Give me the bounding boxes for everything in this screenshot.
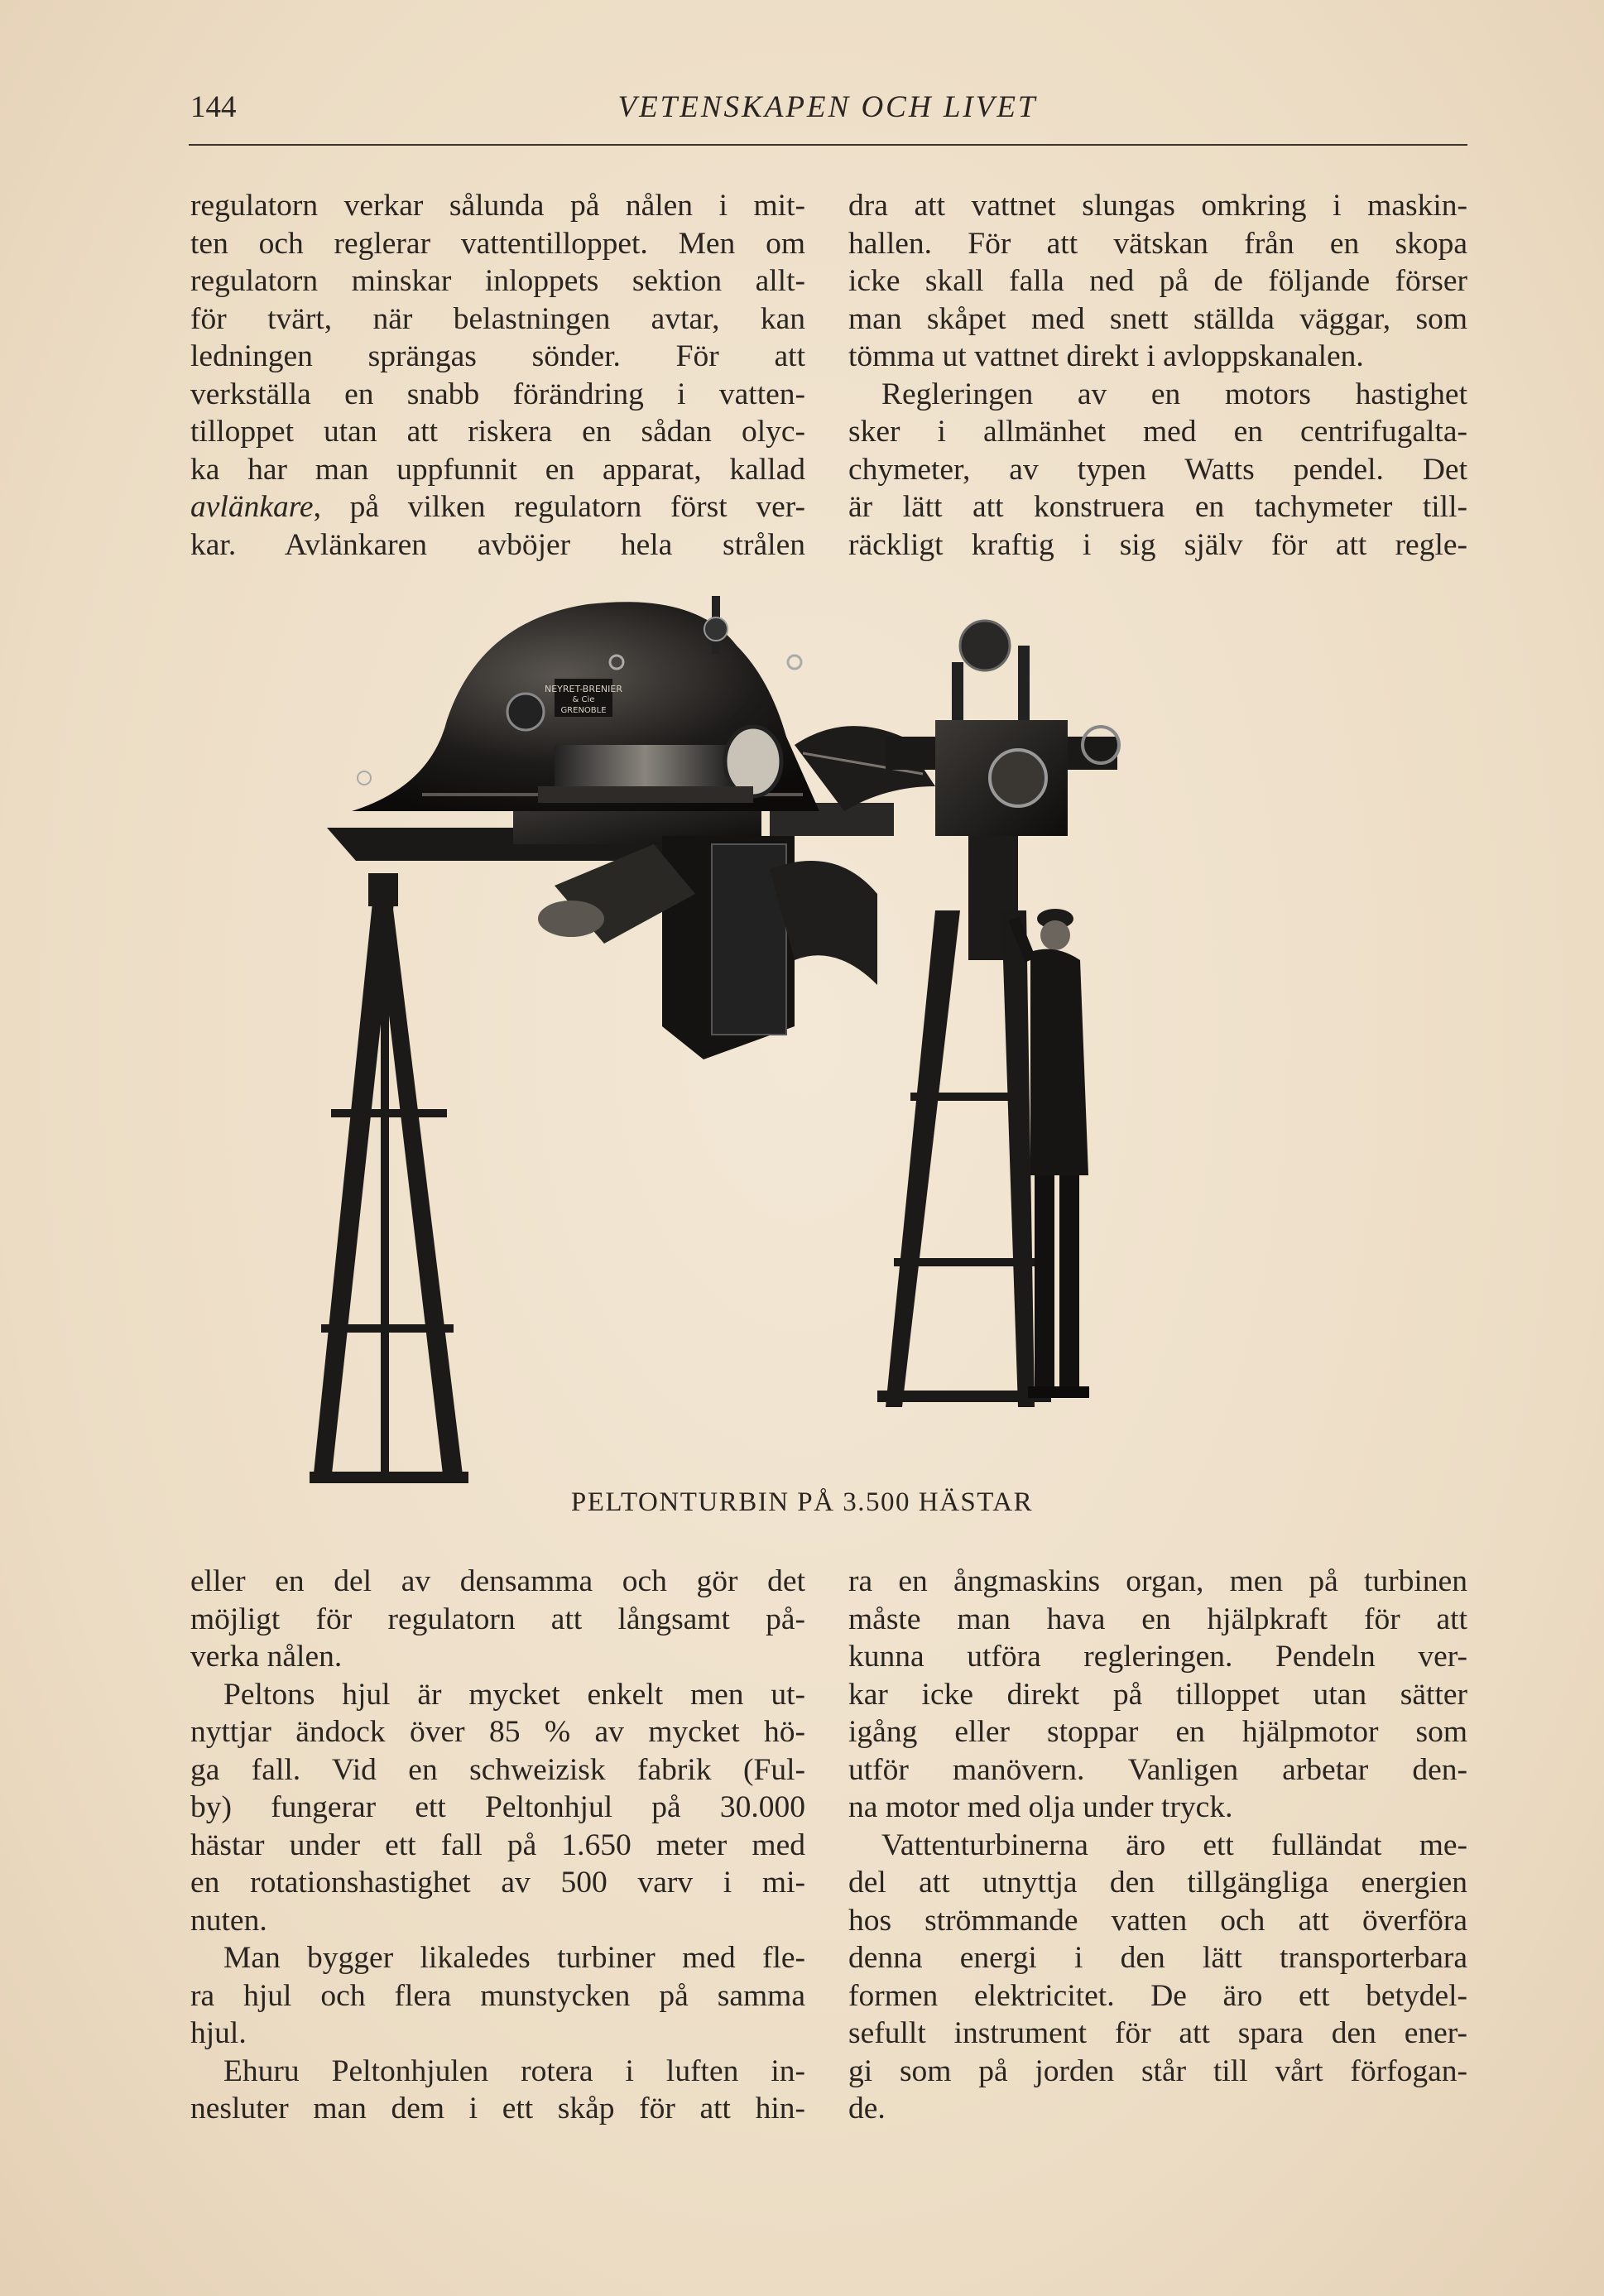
text-line: Ehuru Peltonhjulen rotera i luften in- — [223, 2053, 805, 2088]
text-line: sker i allmänhet med en centrifugalta- — [848, 415, 1467, 449]
text-line: kar. Avlänkaren avböjer hela strålen — [190, 527, 805, 562]
text-line: utför manövern. Vanligen arbetar den- — [848, 1752, 1467, 1787]
text-line: de. — [848, 2092, 886, 2125]
text-line: ga fall. Vid en schweizisk fabrik (Ful- — [190, 1752, 805, 1787]
text-line: Regleringen av en motors hastighet — [881, 377, 1467, 411]
text-line: Vattenturbinerna äro ett fulländat me- — [881, 1828, 1467, 1862]
text-line: är lätt att konstruera en tachymeter till- — [848, 490, 1467, 524]
text-line: kar icke direkt på tilloppet utan sätter — [848, 1677, 1467, 1712]
running-title: VETENSKAPEN OCH LIVET — [617, 90, 1038, 124]
text-line: ra en ångmaskins organ, men på turbinen — [848, 1564, 1467, 1598]
text-column-top-right — [848, 187, 1467, 564]
text-line: verka nålen. — [190, 1640, 343, 1674]
text-line: del att utnyttja den tillgängliga energien — [848, 1866, 1467, 1900]
text-line: måste man hava en hjälpkraft för att — [848, 1602, 1467, 1636]
figure-caption: PELTONTURBIN PÅ 3.500 HÄSTAR — [570, 1487, 1034, 1517]
text-line: igång eller stoppar en hjälpmotor som — [848, 1715, 1467, 1749]
text-line: möjligt för regulatorn att långsamt på- — [190, 1602, 805, 1636]
text-line: chymeter, av typen Watts pendel. Det — [848, 452, 1467, 487]
text-line: na motor med olja under tryck. — [848, 1790, 1233, 1824]
text-line: regulatorn minskar inloppets sektion allt- — [190, 264, 805, 298]
text-line: gi som på jorden står till vårt förfogan- — [848, 2053, 1467, 2088]
text-column-bottom-left — [190, 1563, 805, 2128]
svg-text:GRENOBLE: GRENOBLE — [560, 706, 607, 715]
page-header — [190, 89, 1465, 139]
text-line: en rotationshastighet av 500 varv i mi- — [190, 1866, 805, 1900]
header-rule — [189, 144, 1467, 146]
text-line: nesluter man dem i ett skåp för att hin- — [190, 2092, 805, 2125]
text-line: räckligt kraftig i sig själv för att regle- — [848, 527, 1467, 562]
text-line: hallen. För att vätskan från en skopa — [848, 226, 1467, 261]
text-line: regulatorn verkar sålunda på nålen i mit- — [190, 189, 805, 223]
text-line: eller en del av densamma och gör det — [190, 1564, 805, 1598]
text-line: hjul. — [190, 2016, 247, 2050]
text-line: hos strömmande vatten och att överföra — [848, 1903, 1467, 1938]
text-line: ka har man uppfunnit en apparat, kallad — [190, 452, 805, 487]
text-line: formen elektricitet. De äro ett betydel- — [848, 1978, 1467, 2013]
nozzle-housing — [538, 836, 877, 1059]
regulator-column — [935, 621, 1119, 960]
text-line: Man bygger likaledes turbiner med fle- — [223, 1941, 805, 1975]
text-line: ledningen sprängas sönder. För att — [190, 339, 805, 373]
text-line: ra hjul och flera munstycken på samma — [190, 1978, 805, 2013]
text-line: Peltons hjul är mycket enkelt men ut- — [223, 1677, 805, 1712]
text-line: by) fungerar ett Peltonhjul på 30.000 — [190, 1790, 805, 1824]
text-line: denna energi i den lätt transporterbara — [848, 1941, 1467, 1975]
text-line: man skåpet med snett ställda väggar, som — [848, 301, 1467, 336]
text-line: verkställa en snabb förändring i vatten- — [190, 377, 805, 411]
manufacturer-plate: NEYRET-BRENIER — [545, 684, 622, 694]
right-trestle — [877, 910, 1051, 1407]
text-line: nyttjar ändock över 85 % av mycket hö- — [190, 1715, 805, 1749]
text-line: hästar under ett fall på 1.650 meter med — [190, 1828, 805, 1862]
turbine-illustration — [306, 596, 1324, 1486]
svg-text:& Cie: & Cie — [572, 695, 595, 704]
left-trestle — [310, 873, 468, 1483]
text-column-top-left — [190, 187, 805, 564]
text-line: tömma ut vattnet direkt i avloppskanalen. — [848, 339, 1364, 373]
text-line: dra att vattnet slungas omkring i maskin- — [848, 189, 1467, 223]
page-number: 144 — [190, 90, 237, 124]
text-line: nuten. — [190, 1903, 267, 1938]
text-column-bottom-right — [848, 1563, 1467, 2128]
text-line: tilloppet utan att riskera en sådan olyc- — [190, 415, 805, 449]
text-line: ten och reglerar vattentilloppet. Men om — [190, 226, 805, 261]
text-line: för tvärt, när belastningen avtar, kan — [190, 301, 805, 336]
text-line: sefullt instrument för att spara den ener- — [848, 2016, 1467, 2050]
text-line: icke skall falla ned på de följande förser — [848, 264, 1467, 298]
text-line: kunna utföra regleringen. Pendeln ver- — [848, 1640, 1467, 1674]
text-line-italic-term: avlänkare, på vilken regulatorn först ver- — [190, 490, 805, 524]
